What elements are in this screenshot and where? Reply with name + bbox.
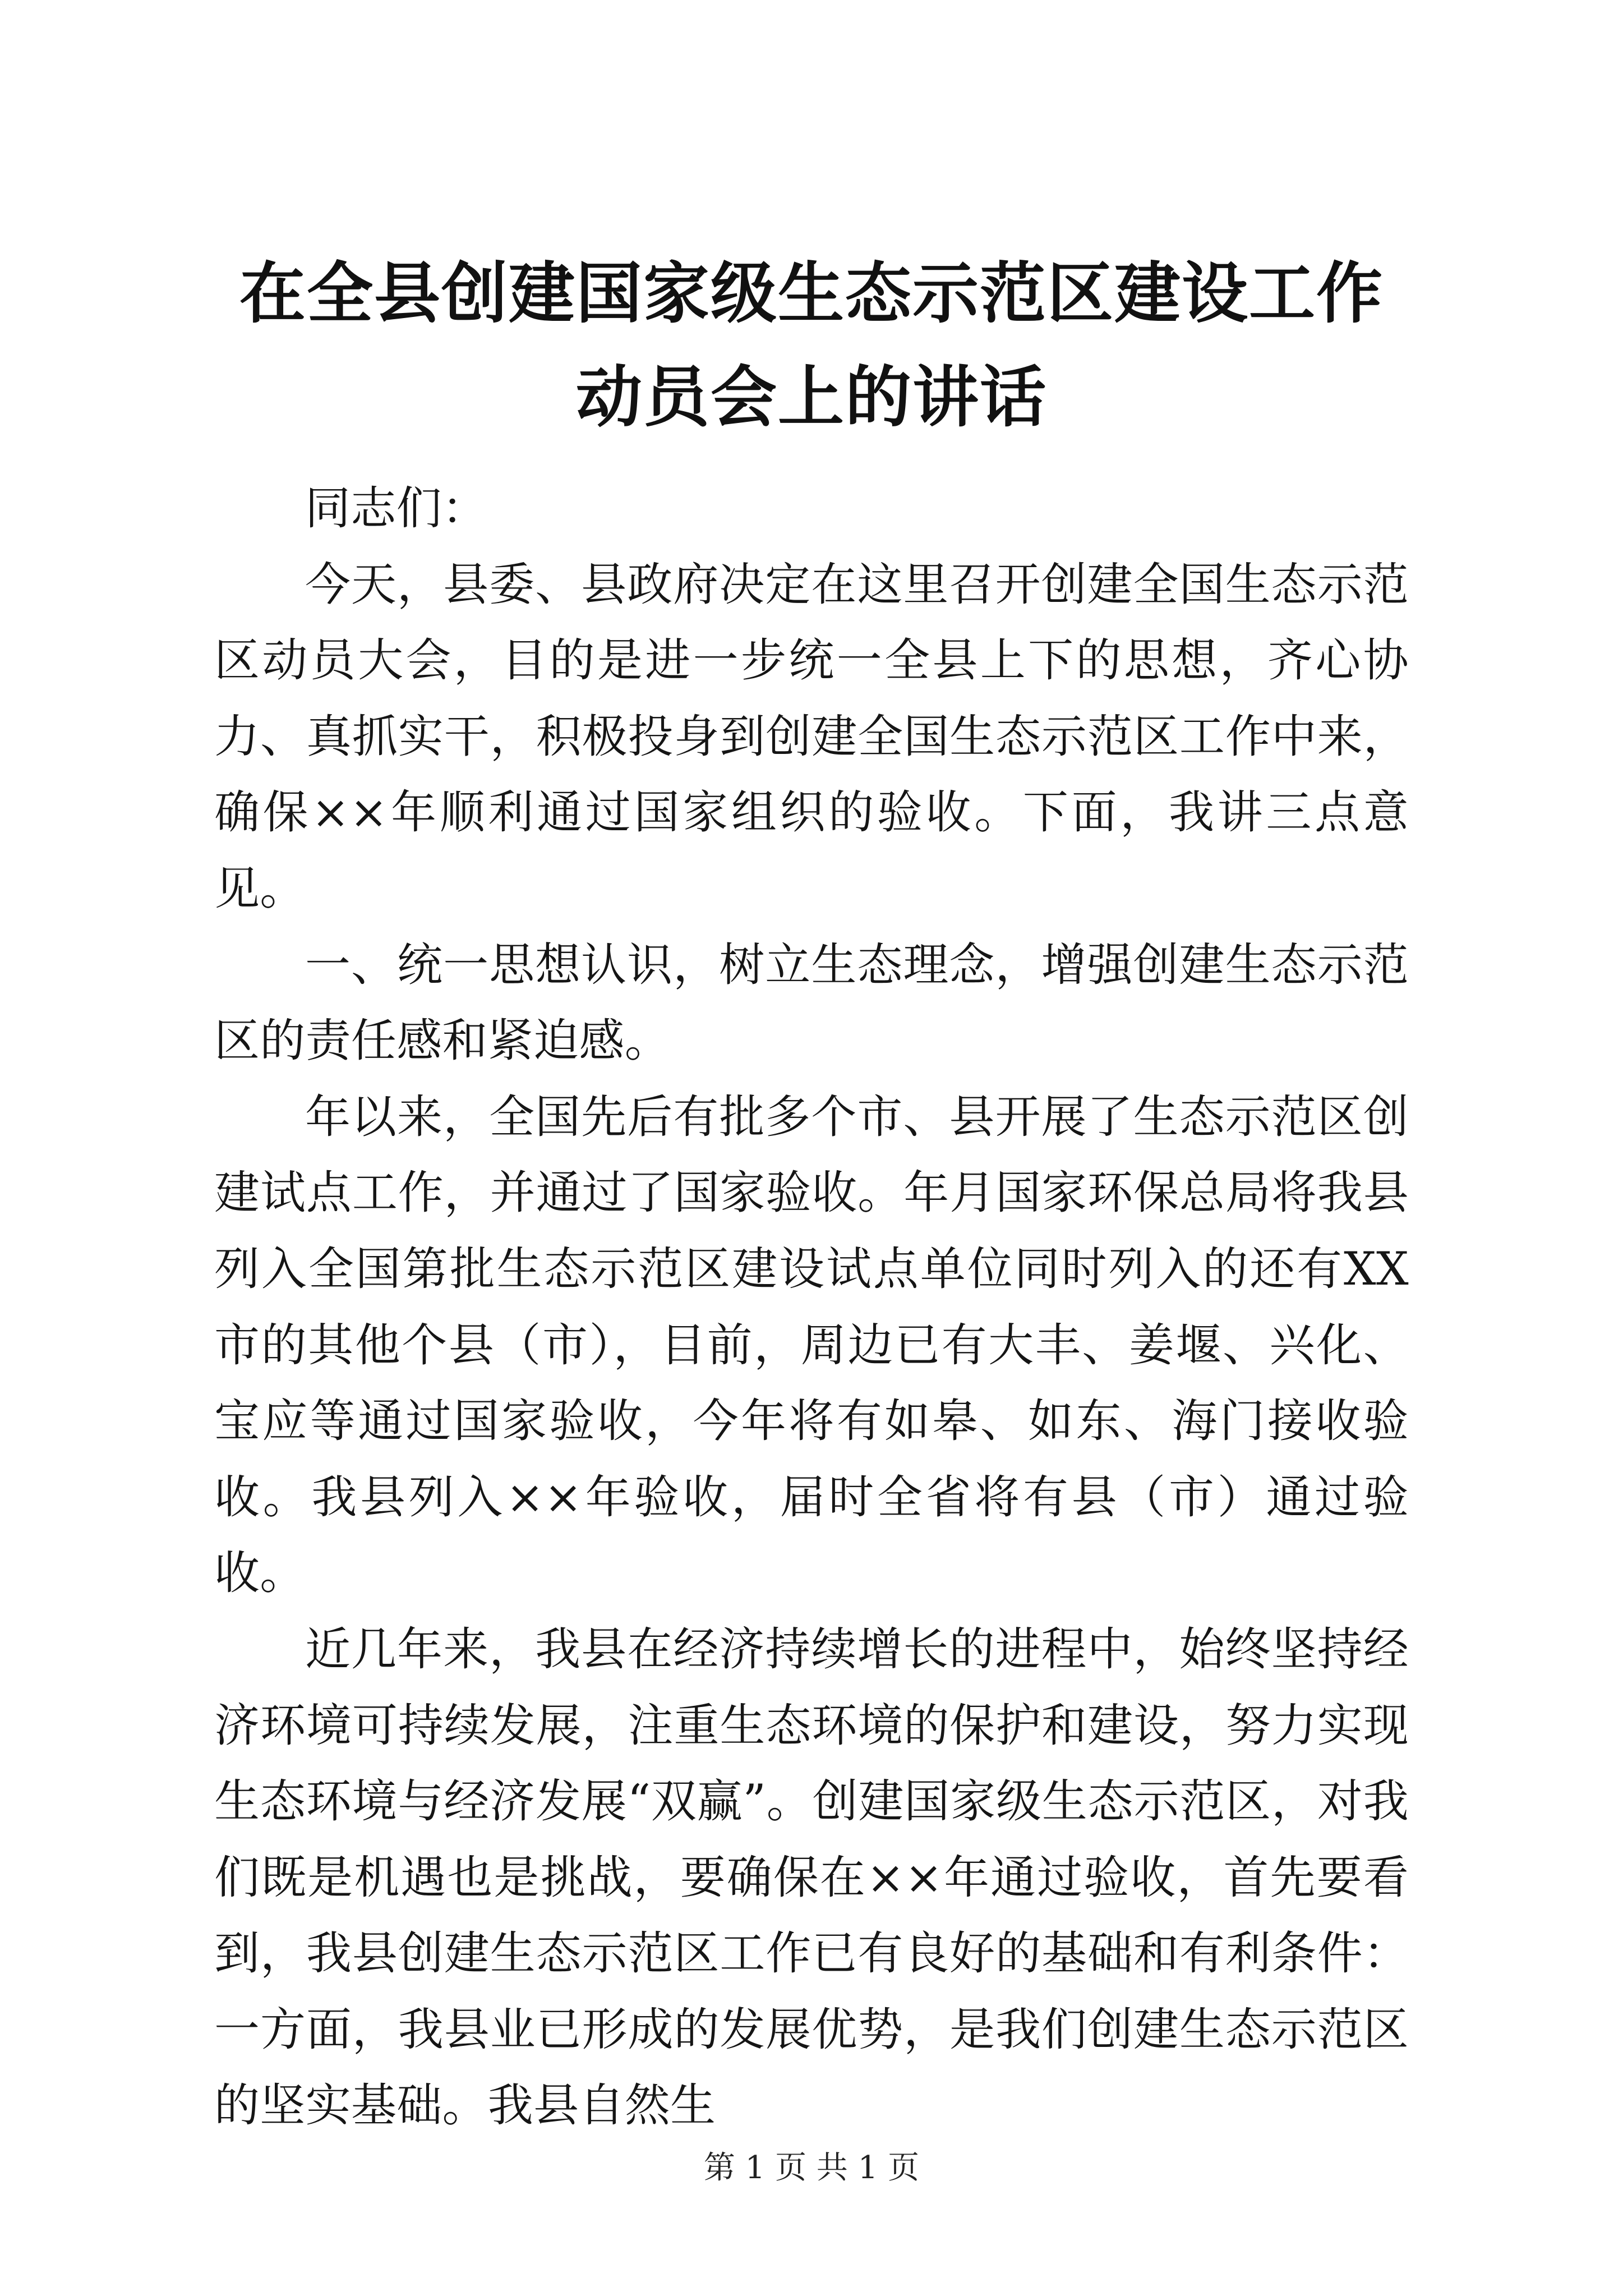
document-title: 在全县创建国家级生态示范区建设工作动员会上的讲话 (239, 254, 1384, 436)
paragraph-background: 年以来，全国先后有批多个市、县开展了生态示范区创建试点工作，并通过了国家验收。年月国家环保总局将我县列入全国第批生态示范区建设试点单位同时列入的还有XX市的其他个县（市），目前，周边已有大丰、姜堰、兴化、宝应等通过国家验收，今年将有如皋、如东、海门接收验收。我县列入××年验收，届时全省将有县（市）通过验收。 (214, 1091, 1409, 1600)
document-body (214, 471, 1409, 2145)
section-heading-1: 一、统一思想认识，树立生态理念，增强创建生态示范区的责任感和紧迫感。 (214, 938, 1409, 1068)
page-footer: 第 1 页 共 1 页 (703, 2150, 920, 2186)
paragraph-intro: 今天，县委、县政府决定在这里召开创建全国生态示范区动员大会，目的是进一步统一全县上下的思想，齐心协力、真抓实干，积极投身到创建全国生态示范区工作中来，确保××年顺利通过国家组织的验收。下面，我讲三点意见。 (214, 558, 1409, 915)
salutation: 同志们： (305, 482, 488, 535)
paragraph-development: 近几年来，我县在经济持续增长的进程中，始终坚持经济环境可持续发展，注重生态环境的保护和建设，努力实现生态环境与经济发展“双赢”。创建国家级生态示范区，对我们既是机遇也是挑战，要确保在××年通过验收，首先要看到，我县创建生态示范区工作已有良好的基础和有利条件：一方面，我县业已形成的发展优势，是我们创建生态示范区的坚实基础。我县自然生 (214, 1623, 1409, 2133)
